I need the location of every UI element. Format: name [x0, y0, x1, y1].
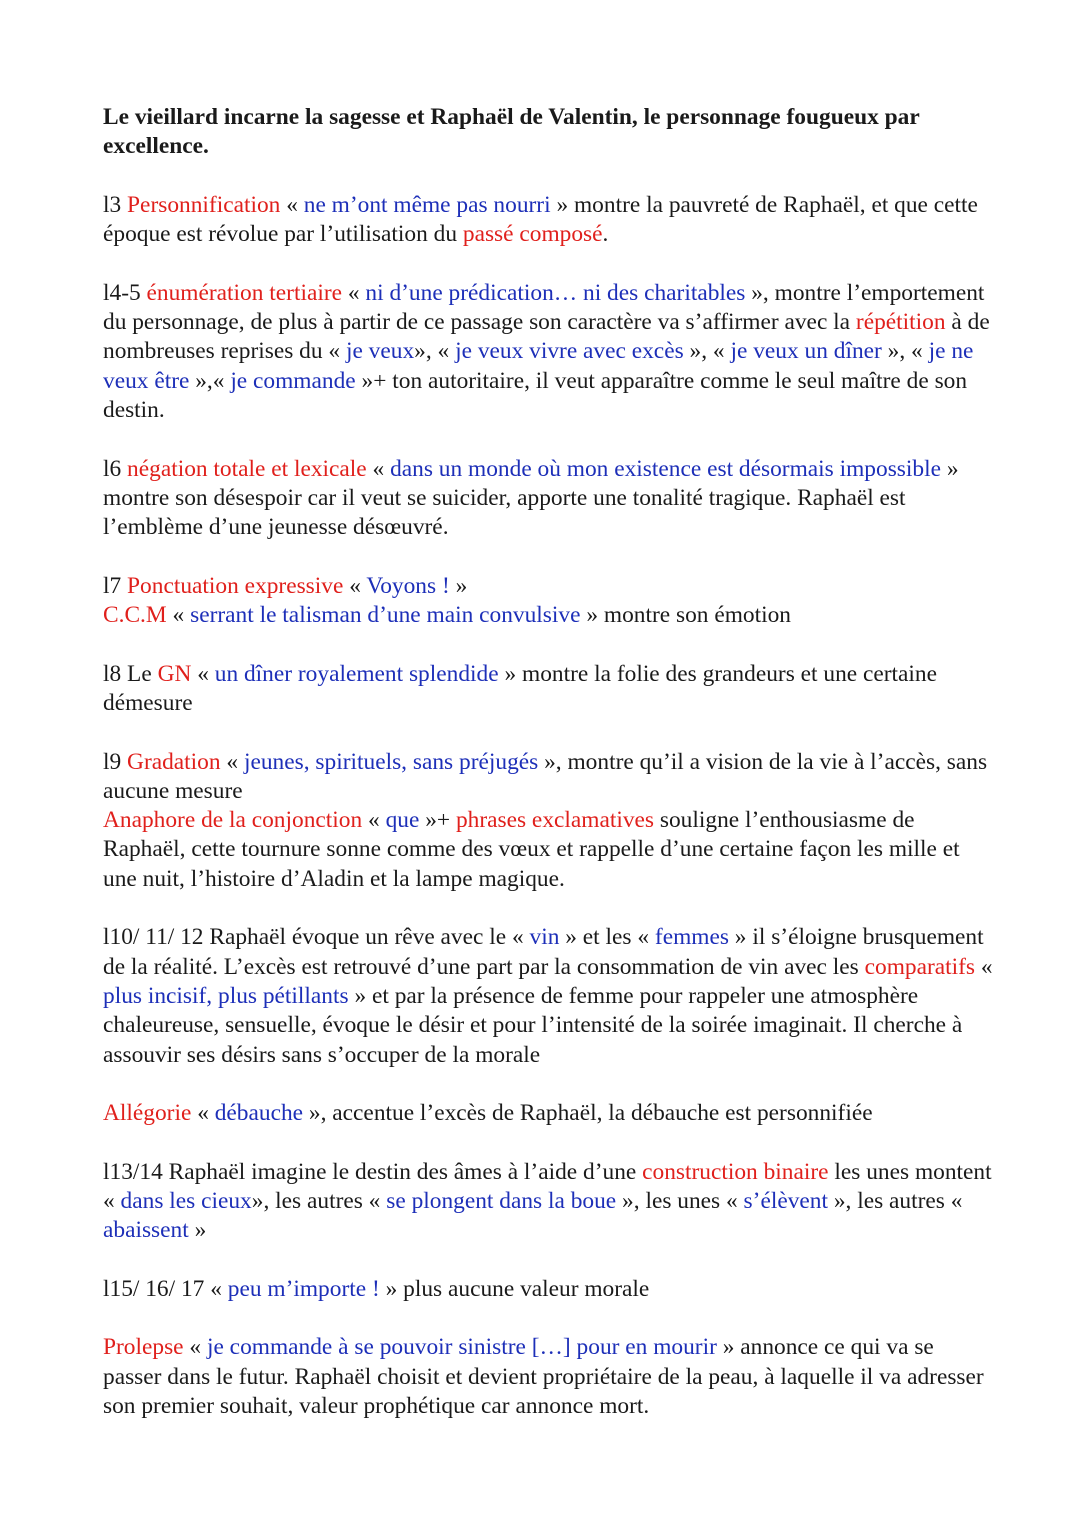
figure-of-speech: répétition — [855, 309, 946, 336]
quotation: je commande — [230, 367, 356, 394]
quotation: abaissent — [103, 1217, 189, 1244]
commentary-text: », accentue l’excès de Raphaël, la débauche est personnifiée — [303, 1100, 873, 1127]
commentary-text: « — [366, 455, 391, 482]
quotation: je commande à se pouvoir sinistre […] pour en mourir — [206, 1334, 717, 1361]
commentary-text: » et par la présence de femme pour rappeler une atmosphère chaleureuse, sensuelle, évoque le désir et pour l’intensité de la soirée imaginait. Il cherche à assouvir ses désirs sans s’occuper de la morale — [103, 982, 963, 1068]
analysis-paragraph — [103, 1099, 993, 1128]
commentary-text: », « — [683, 338, 731, 365]
analysis-paragraph — [103, 748, 993, 807]
quotation: je veux vivre avec excès — [455, 338, 684, 365]
analysis-paragraph — [103, 660, 993, 719]
commentary-text: l15/ 16/ 17 « — [103, 1275, 228, 1302]
quotation: vin — [529, 924, 560, 951]
commentary-text: « — [975, 953, 993, 980]
quotation: se plongent dans la boue — [386, 1187, 617, 1214]
figure-of-speech: Ponctuation expressive — [127, 572, 344, 599]
figure-of-speech: comparatifs — [864, 953, 976, 980]
quotation: Voyons ! — [366, 572, 450, 599]
quotation: que — [385, 807, 420, 834]
commentary-text: . — [602, 221, 609, 248]
analysis-paragraph — [103, 455, 993, 543]
quotation: femmes — [654, 924, 729, 951]
quotation: je ne veux être — [103, 338, 974, 394]
quotation: peu m’importe ! — [227, 1275, 380, 1302]
quotation: dans un monde où mon existence est désormais impossible — [390, 455, 941, 482]
analysis-paragraph — [103, 191, 993, 250]
quotation: serrant le talisman d’une main convulsive — [190, 602, 581, 629]
document-body — [103, 191, 993, 1421]
commentary-text: « — [191, 660, 215, 687]
figure-of-speech: GN — [157, 660, 192, 687]
figure-of-speech: énumération tertiaire — [146, 279, 343, 306]
commentary-text: », les autres « — [827, 1187, 963, 1214]
commentary-text: » montre la folie des grandeurs et une certaine démesure — [103, 660, 938, 716]
figure-of-speech: Gradation — [127, 748, 221, 775]
commentary-text: « — [362, 807, 386, 834]
quotation: s’élèvent — [743, 1187, 828, 1214]
commentary-text: les unes montent « — [103, 1158, 992, 1214]
quotation: dans les cieux — [120, 1187, 252, 1214]
analysis-paragraph — [103, 1333, 993, 1421]
figure-of-speech: passé composé — [462, 221, 603, 248]
figure-of-speech: négation totale et lexicale — [127, 455, 367, 482]
commentary-text: l7 — [103, 572, 128, 599]
commentary-text: l4-5 — [103, 279, 147, 306]
commentary-text: »,« — [189, 367, 231, 394]
quotation: débauche — [214, 1100, 304, 1127]
commentary-text: à de nombreuses reprises du « — [103, 309, 990, 365]
commentary-text: « — [343, 572, 367, 599]
quotation: plus incisif, plus pétillants — [103, 982, 349, 1009]
quotation: ni d’une prédication… ni des charitables — [365, 279, 746, 306]
commentary-text: », « — [881, 338, 929, 365]
commentary-text: » montre son émotion — [580, 602, 791, 629]
commentary-text: « — [191, 1100, 215, 1127]
commentary-text: »+ ton autoritaire, il veut apparaître comme le seul maître de son destin. — [103, 367, 968, 423]
commentary-text: », les unes « — [616, 1187, 744, 1214]
commentary-text: « — [183, 1334, 207, 1361]
analysis-paragraph — [103, 279, 993, 425]
commentary-text: l13/14 Raphaël imagine le destin des âmes à l’aide d’une — [103, 1158, 643, 1185]
figure-of-speech: Allégorie — [103, 1100, 192, 1127]
commentary-text: « — [220, 748, 244, 775]
quotation: ne m’ont même pas nourri — [303, 191, 551, 218]
commentary-text: » montre la pauvreté de Raphaël, et que cette époque est révolue par l’utilisation du — [103, 191, 978, 248]
commentary-text: » plus aucune valeur morale — [379, 1275, 650, 1302]
commentary-text: », montre l’emportement du personnage, de plus à partir de ce passage son caractère va s’affirmer avec la — [103, 279, 985, 336]
figure-of-speech: C.C.M — [103, 602, 167, 629]
figure-of-speech: Anaphore de la conjonction — [103, 807, 363, 834]
page-title: Le vieillard incarne la sagesse et Raphaël de Valentin, le personnage fougueux par excellence. — [103, 104, 920, 160]
analysis-paragraph — [103, 923, 993, 1069]
commentary-text: » montre son désespoir car il veut se suicider, apporte une tonalité tragique. Raphaël est l’emblème d’une jeunesse désœuvré. — [103, 455, 959, 541]
commentary-text: » annonce ce qui va se passer dans le futur. Raphaël choisit et devient propriétaire de la peau, à laquelle il va adresser son premier souhait, valeur prophétique car annonce mort. — [103, 1334, 984, 1420]
document-page — [103, 103, 993, 1451]
commentary-text: l8 Le — [103, 660, 158, 687]
quotation: je veux — [345, 338, 415, 365]
commentary-text: », « — [414, 338, 456, 365]
commentary-text: » — [188, 1217, 207, 1244]
commentary-text: l10/ 11/ 12 Raphaël évoque un rêve avec le « — [103, 924, 530, 951]
commentary-text: », montre qu’il a vision de la vie à l’accès, sans aucune mesure — [103, 748, 988, 804]
commentary-text: » — [449, 572, 468, 599]
commentary-text: » et les « — [559, 924, 655, 951]
analysis-paragraph — [103, 601, 993, 630]
figure-of-speech: construction binaire — [642, 1158, 829, 1185]
commentary-text: l6 — [103, 455, 128, 482]
commentary-text: », les autres « — [251, 1187, 387, 1214]
commentary-text: » il s’éloigne brusquement de la réalité. L’excès est retrouvé d’une part par la consommation de vin avec les — [103, 924, 984, 980]
figure-of-speech: phrases exclamatives — [455, 807, 655, 834]
figure-of-speech: Prolepse — [103, 1334, 184, 1361]
figure-of-speech: Personnification — [127, 191, 281, 218]
quotation: jeunes, spirituels, sans préjugés — [243, 748, 539, 775]
commentary-text: l9 — [103, 748, 128, 775]
quotation: un dîner royalement splendide — [214, 660, 499, 687]
commentary-text: »+ — [419, 807, 456, 834]
commentary-text: « — [342, 279, 366, 306]
analysis-paragraph — [103, 1275, 993, 1304]
analysis-paragraph — [103, 806, 993, 894]
commentary-text: l3 — [103, 191, 128, 218]
commentary-text: « — [280, 191, 304, 218]
quotation: je veux un dîner — [730, 338, 882, 365]
analysis-paragraph — [103, 1158, 993, 1246]
commentary-text: souligne l’enthousiasme de Raphaël, cette tournure sonne comme des vœux et rappelle d’une certaine façon les mille et une nuit, l’histoire d’Aladin et la lampe magique. — [103, 807, 960, 892]
analysis-paragraph — [103, 572, 993, 601]
commentary-text: « — [166, 602, 191, 629]
